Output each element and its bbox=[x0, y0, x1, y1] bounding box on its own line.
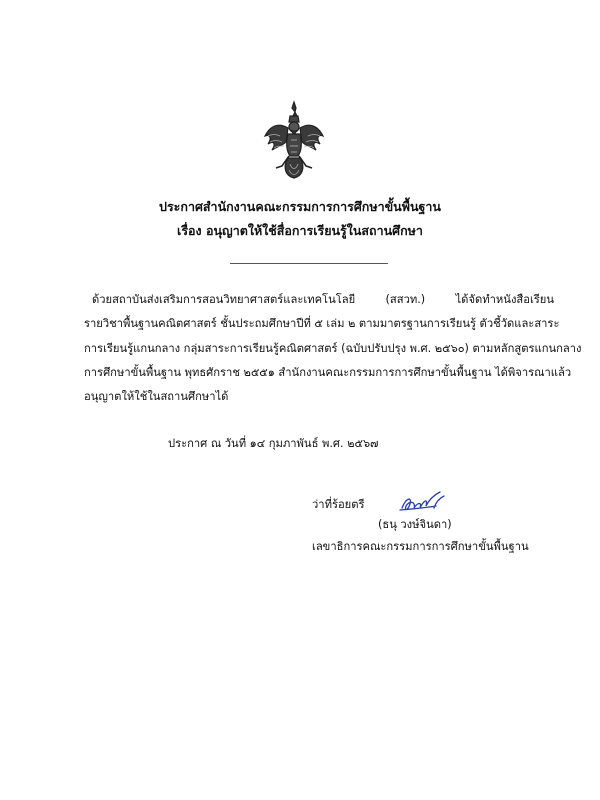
body-line-4: การศึกษาขั้นพื้นฐาน พุทธศักราช ๒๕๕๑ สำนักงานคณะกรรมการการศึกษาขั้นพื้นฐาน ได้พิจารณาแล้ว bbox=[84, 366, 572, 379]
signer-rank: ว่าที่ร้อยตรี bbox=[312, 498, 365, 511]
signer-name: (ธนุ วงษ์จินดา) bbox=[378, 518, 452, 531]
body-line-2: รายวิชาพื้นฐานคณิตศาสตร์ ชั้นประถมศึกษาปีที่ ๕ เล่ม ๒ ตามมาตรฐานการเรียนรู้ ตัวชี้วัดและสาระ bbox=[84, 317, 560, 330]
announcement-title: ประกาศสำนักงานคณะกรรมการการศึกษาขั้นพื้นฐาน bbox=[159, 199, 441, 214]
body-line-3: การเรียนรู้แกนกลาง กลุ่มสาระการเรียนรู้คณิตศาสตร์ (ฉบับปรับปรุง พ.ศ. ๒๕๖๐) ตามหลักสูตรแกนกลาง bbox=[84, 342, 582, 355]
announcement-subject: เรื่อง อนุญาตให้ใช้สื่อการเรียนรู้ในสถานศึกษา bbox=[177, 223, 423, 238]
signer-position: เลขาธิการคณะกรรมการการศึกษาขั้นพื้นฐาน bbox=[312, 540, 529, 553]
title-divider bbox=[230, 263, 388, 264]
garuda-emblem-icon bbox=[262, 100, 326, 180]
body-line-5: อนุญาตให้ใช้ในสถานศึกษาได้ bbox=[84, 390, 229, 403]
body-line-1: ด้วยสถาบันส่งเสริมการสอนวิทยาศาสตร์และเทคโนโลยี (สสวท.) ได้จัดทำหนังสือเรียน bbox=[92, 293, 554, 306]
announcement-date: ประกาศ ณ วันที่ ๑๔ กุมภาพันธ์ พ.ศ. ๒๕๖๗ bbox=[168, 437, 379, 450]
handwritten-signature-icon bbox=[396, 488, 452, 516]
